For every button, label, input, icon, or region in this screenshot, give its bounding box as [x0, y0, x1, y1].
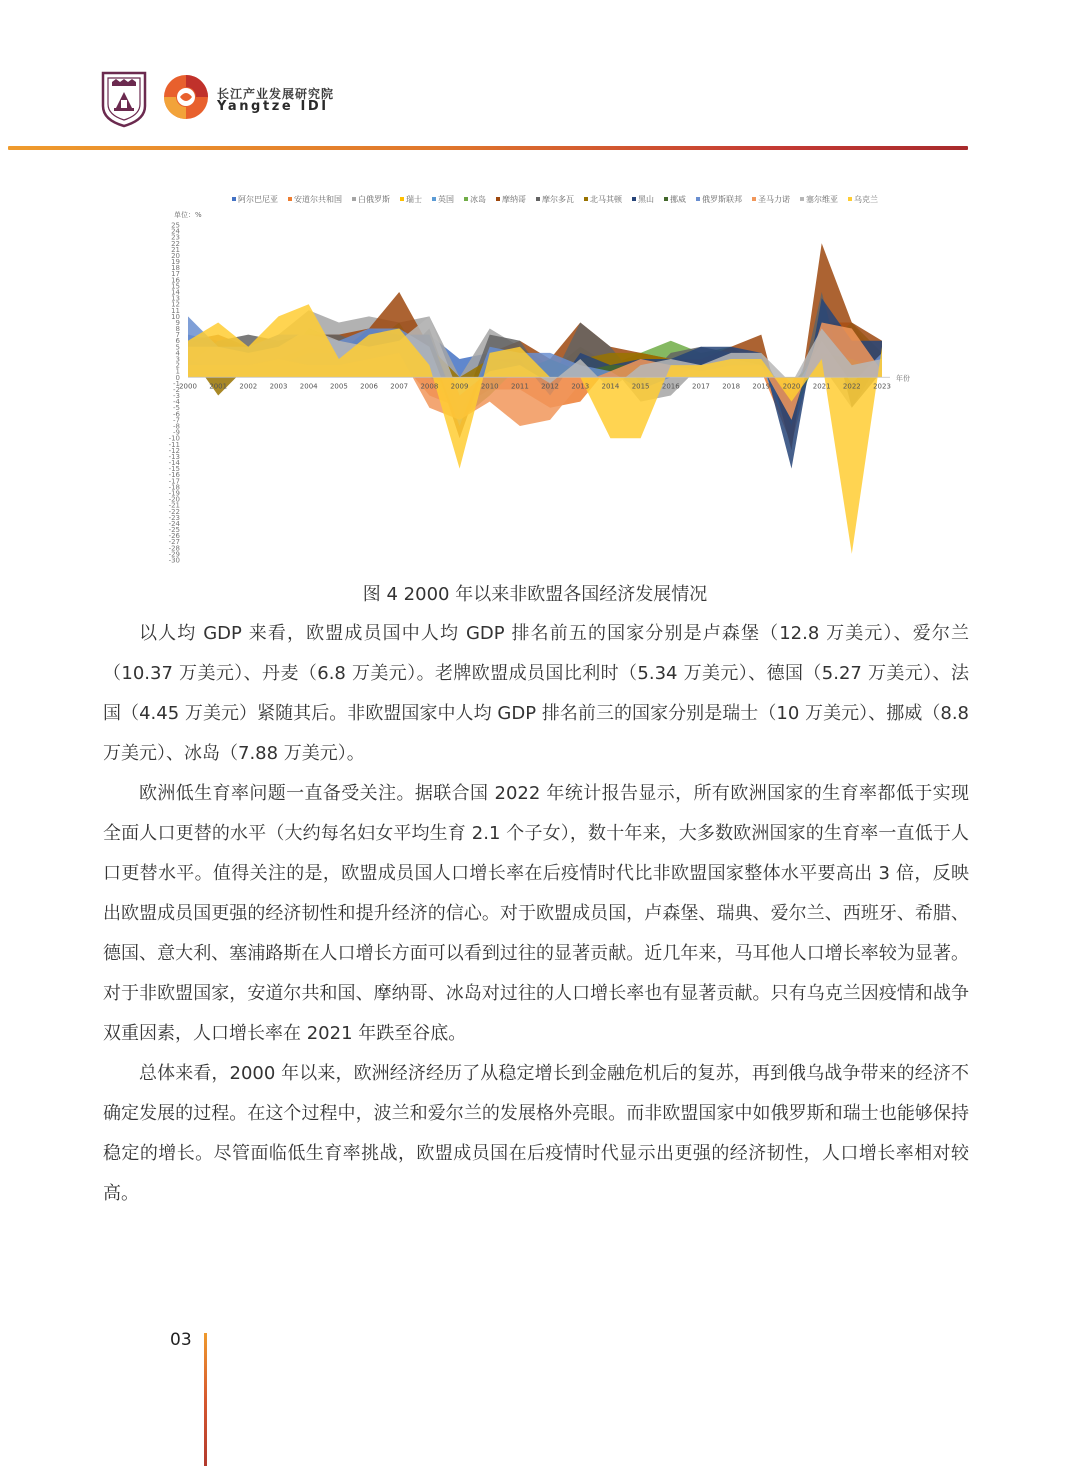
- yangtze-idi-logo-icon: [162, 73, 210, 121]
- y-tick-label-15: 10: [171, 312, 180, 321]
- institute-name-cn: 长江产业发展研究院: [217, 87, 335, 101]
- y-tick-label-42: -17: [168, 477, 180, 486]
- y-tick-label-37: -12: [168, 446, 180, 455]
- y-tick-label-24: 1: [175, 367, 180, 376]
- y-tick-label-14: 11: [171, 306, 180, 315]
- paragraph-gdp: 以人均 GDP 来看，欧盟成员国中人均 GDP 排名前五的国家分别是卢森堡（12.8 万美元）、爱尔兰（10.37 万美元）、丹麦（6.8 万美元）。老牌欧盟成员国比利时（5.34 万美元）、德国（5.27 万美元）、法国（4.45 万美元）紧随其后。非欧盟国家中人均 GDP 排名前三的国家分别是瑞士（10 万美元）、挪威（8.8 万美元）、冰岛（7.88 万美元）。: [103, 623, 969, 764]
- x-tick-label-1: 2001: [209, 382, 228, 391]
- university-seal-icon: [100, 70, 148, 128]
- x-tick-label-0: 2000: [179, 382, 197, 391]
- x-tick-label-15: 2015: [631, 382, 650, 391]
- y-tick-label-3: 22: [171, 239, 180, 248]
- y-tick-label-50: -25: [168, 526, 180, 535]
- legend-swatch-4: [432, 197, 436, 201]
- body-text: [103, 614, 969, 1214]
- y-tick-label-7: 18: [171, 264, 180, 273]
- series-area-14: [188, 304, 882, 554]
- legend-swatch-11: [696, 197, 700, 201]
- x-tick-label-21: 2021: [812, 382, 831, 391]
- legend-swatch-13: [800, 197, 804, 201]
- x-tick-label-20: 2020: [782, 382, 801, 391]
- x-tick-label-12: 2012: [541, 382, 560, 391]
- y-tick-label-20: 5: [175, 343, 180, 352]
- legend-label-0: 阿尔巴尼亚: [238, 195, 278, 204]
- figure-caption: 图 4 2000 年以来非欧盟各国经济发展情况: [362, 584, 708, 605]
- legend-label-11: 俄罗斯联邦: [702, 195, 742, 204]
- legend-label-3: 瑞士: [406, 195, 422, 204]
- legend-swatch-9: [632, 197, 636, 201]
- y-tick-label-30: -5: [173, 404, 180, 413]
- area-chart: [160, 185, 920, 570]
- legend-swatch-10: [664, 197, 668, 201]
- y-tick-label-4: 21: [171, 245, 180, 254]
- y-tick-label-8: 17: [171, 270, 180, 279]
- y-tick-label-34: -9: [173, 428, 180, 437]
- x-tick-label-22: 2022: [842, 382, 861, 391]
- legend-swatch-3: [400, 197, 404, 201]
- y-tick-label-44: -19: [168, 489, 180, 498]
- x-tick-label-8: 2008: [420, 382, 439, 391]
- y-tick-label-46: -21: [168, 501, 180, 510]
- y-tick-label-32: -7: [173, 416, 180, 425]
- y-tick-label-55: -30: [168, 556, 180, 565]
- chart-legend: [232, 194, 878, 204]
- y-tick-label-10: 15: [171, 282, 180, 291]
- x-tick-label-7: 2007: [390, 382, 409, 391]
- legend-label-1: 安道尔共和国: [294, 195, 342, 204]
- y-tick-label-33: -8: [173, 422, 180, 431]
- y-tick-label-49: -24: [168, 519, 180, 528]
- y-tick-label-6: 19: [171, 258, 180, 267]
- y-tick-label-2: 23: [171, 233, 180, 242]
- y-tick-label-23: 2: [175, 361, 180, 370]
- y-tick-label-18: 7: [175, 331, 180, 340]
- y-tick-label-25: 0: [175, 373, 180, 382]
- legend-swatch-6: [496, 197, 500, 201]
- y-tick-label-29: -4: [173, 398, 180, 407]
- x-tick-label-9: 2009: [450, 382, 469, 391]
- y-tick-label-45: -20: [168, 495, 180, 504]
- legend-swatch-12: [752, 197, 756, 201]
- x-tick-label-23: 2023: [873, 382, 891, 391]
- legend-swatch-0: [232, 197, 236, 201]
- x-tick-label-14: 2014: [601, 382, 620, 391]
- legend-label-14: 乌克兰: [854, 195, 878, 204]
- y-tick-label-54: -29: [168, 550, 180, 559]
- y-tick-label-27: -2: [173, 385, 180, 394]
- y-tick-label-1: 24: [171, 227, 180, 236]
- x-tick-label-11: 2011: [510, 382, 529, 391]
- y-tick-label-43: -18: [168, 483, 180, 492]
- x-tick-label-17: 2017: [692, 382, 710, 391]
- legend-swatch-8: [584, 197, 588, 201]
- legend-swatch-1: [288, 197, 292, 201]
- y-tick-label-11: 14: [171, 288, 180, 297]
- legend-label-12: 圣马力诺: [758, 195, 790, 204]
- y-tick-label-53: -28: [168, 544, 180, 553]
- y-axis-ticks: [169, 222, 181, 565]
- x-tick-label-13: 2013: [571, 382, 590, 391]
- x-tick-label-19: 2019: [752, 382, 771, 391]
- legend-swatch-7: [536, 197, 540, 201]
- institute-name-en: Yangtze IDI: [217, 99, 329, 114]
- y-tick-label-5: 20: [171, 251, 180, 260]
- unit-label: 单位：%: [174, 211, 202, 219]
- legend-label-5: 冰岛: [470, 195, 486, 204]
- paragraph-summary: 总体来看，2000 年以来，欧洲经济经历了从稳定增长到金融危机后的复苏，再到俄乌战争带来的经济不确定发展的过程。在这个过程中，波兰和爱尔兰的发展格外亮眼。而非欧盟国家中如俄罗斯和瑞士也能够保持稳定的增长。尽管面临低生育率挑战，欧盟成员国在后疫情时代显示出更强的经济韧性，人口增长率相对较高。: [103, 1063, 969, 1204]
- y-tick-label-38: -13: [168, 452, 180, 461]
- x-tick-label-2: 2002: [239, 382, 258, 391]
- x-axis-label: 年份: [896, 374, 910, 383]
- x-tick-label-16: 2016: [661, 382, 680, 391]
- y-tick-label-16: 9: [175, 318, 180, 327]
- y-tick-label-19: 6: [175, 337, 180, 346]
- legend-swatch-2: [352, 197, 356, 201]
- y-tick-label-9: 16: [171, 276, 180, 285]
- paragraph-fertility: 欧洲低生育率问题一直备受关注。据联合国 2022 年统计报告显示，所有欧洲国家的生育率都低于实现全面人口更替的水平（大约每名妇女平均生育 2.1 个子女），数十年来，大多数欧洲国家的生育率一直低于人口更替水平。值得关注的是，欧盟成员国人口增长率在后疫情时代比非欧盟国家整体水平要高出 3 倍，反映出欧盟成员国更强的经济韧性和提升经济的信心。对于欧盟成员国，卢森堡、瑞典、爱尔兰、西班牙、希腊、德国、意大利、塞浦路斯在人口增长方面可以看到过往的显著贡献。近几年来，马耳他人口增长率较为显著。对于非欧盟国家，安道尔共和国、摩纳哥、冰岛对过往的人口增长率也有显著贡献。只有乌克兰因疫情和战争双重因素，人口增长率在 2021 年跌至谷底。: [103, 783, 969, 1044]
- y-tick-label-48: -23: [168, 513, 180, 522]
- footer-accent-bar: [204, 1333, 207, 1466]
- legend-label-4: 英国: [438, 195, 454, 204]
- legend-swatch-14: [848, 197, 852, 201]
- y-tick-label-35: -10: [168, 434, 180, 443]
- legend-label-7: 摩尔多瓦: [542, 195, 574, 204]
- y-tick-label-21: 4: [175, 349, 180, 358]
- y-tick-label-22: 3: [175, 355, 180, 364]
- y-tick-label-28: -3: [173, 392, 180, 401]
- y-tick-label-17: 8: [175, 325, 180, 334]
- legend-label-13: 塞尔维亚: [806, 195, 838, 204]
- x-tick-label-3: 2003: [269, 382, 288, 391]
- y-tick-label-13: 12: [171, 300, 180, 309]
- legend-label-6: 摩纳哥: [502, 195, 526, 204]
- legend-label-2: 白俄罗斯: [358, 195, 390, 204]
- legend-label-8: 北马其顿: [590, 195, 622, 204]
- y-tick-label-47: -22: [168, 507, 180, 516]
- y-tick-label-26: -1: [173, 379, 180, 388]
- y-tick-label-51: -26: [168, 532, 180, 541]
- y-tick-label-31: -6: [173, 410, 180, 419]
- y-tick-label-36: -11: [168, 440, 180, 449]
- page-header: [0, 0, 1080, 160]
- x-tick-label-10: 2010: [480, 382, 499, 391]
- chart-canvas: [160, 185, 920, 570]
- x-tick-label-5: 2005: [329, 382, 348, 391]
- header-divider: [8, 146, 968, 150]
- y-tick-label-0: 25: [171, 221, 180, 230]
- y-tick-label-39: -14: [168, 459, 180, 468]
- page-number: 03: [170, 1330, 192, 1350]
- legend-label-10: 挪威: [670, 195, 686, 204]
- x-tick-label-6: 2006: [360, 382, 378, 391]
- y-tick-label-40: -15: [168, 465, 180, 474]
- y-tick-label-12: 13: [171, 294, 180, 303]
- chart-series-areas: [188, 243, 882, 554]
- y-tick-label-52: -27: [168, 538, 180, 547]
- legend-label-9: 黑山: [638, 195, 654, 204]
- x-tick-label-18: 2018: [722, 382, 741, 391]
- y-tick-label-41: -16: [168, 471, 180, 480]
- x-tick-label-4: 2004: [299, 382, 318, 391]
- legend-swatch-5: [464, 197, 468, 201]
